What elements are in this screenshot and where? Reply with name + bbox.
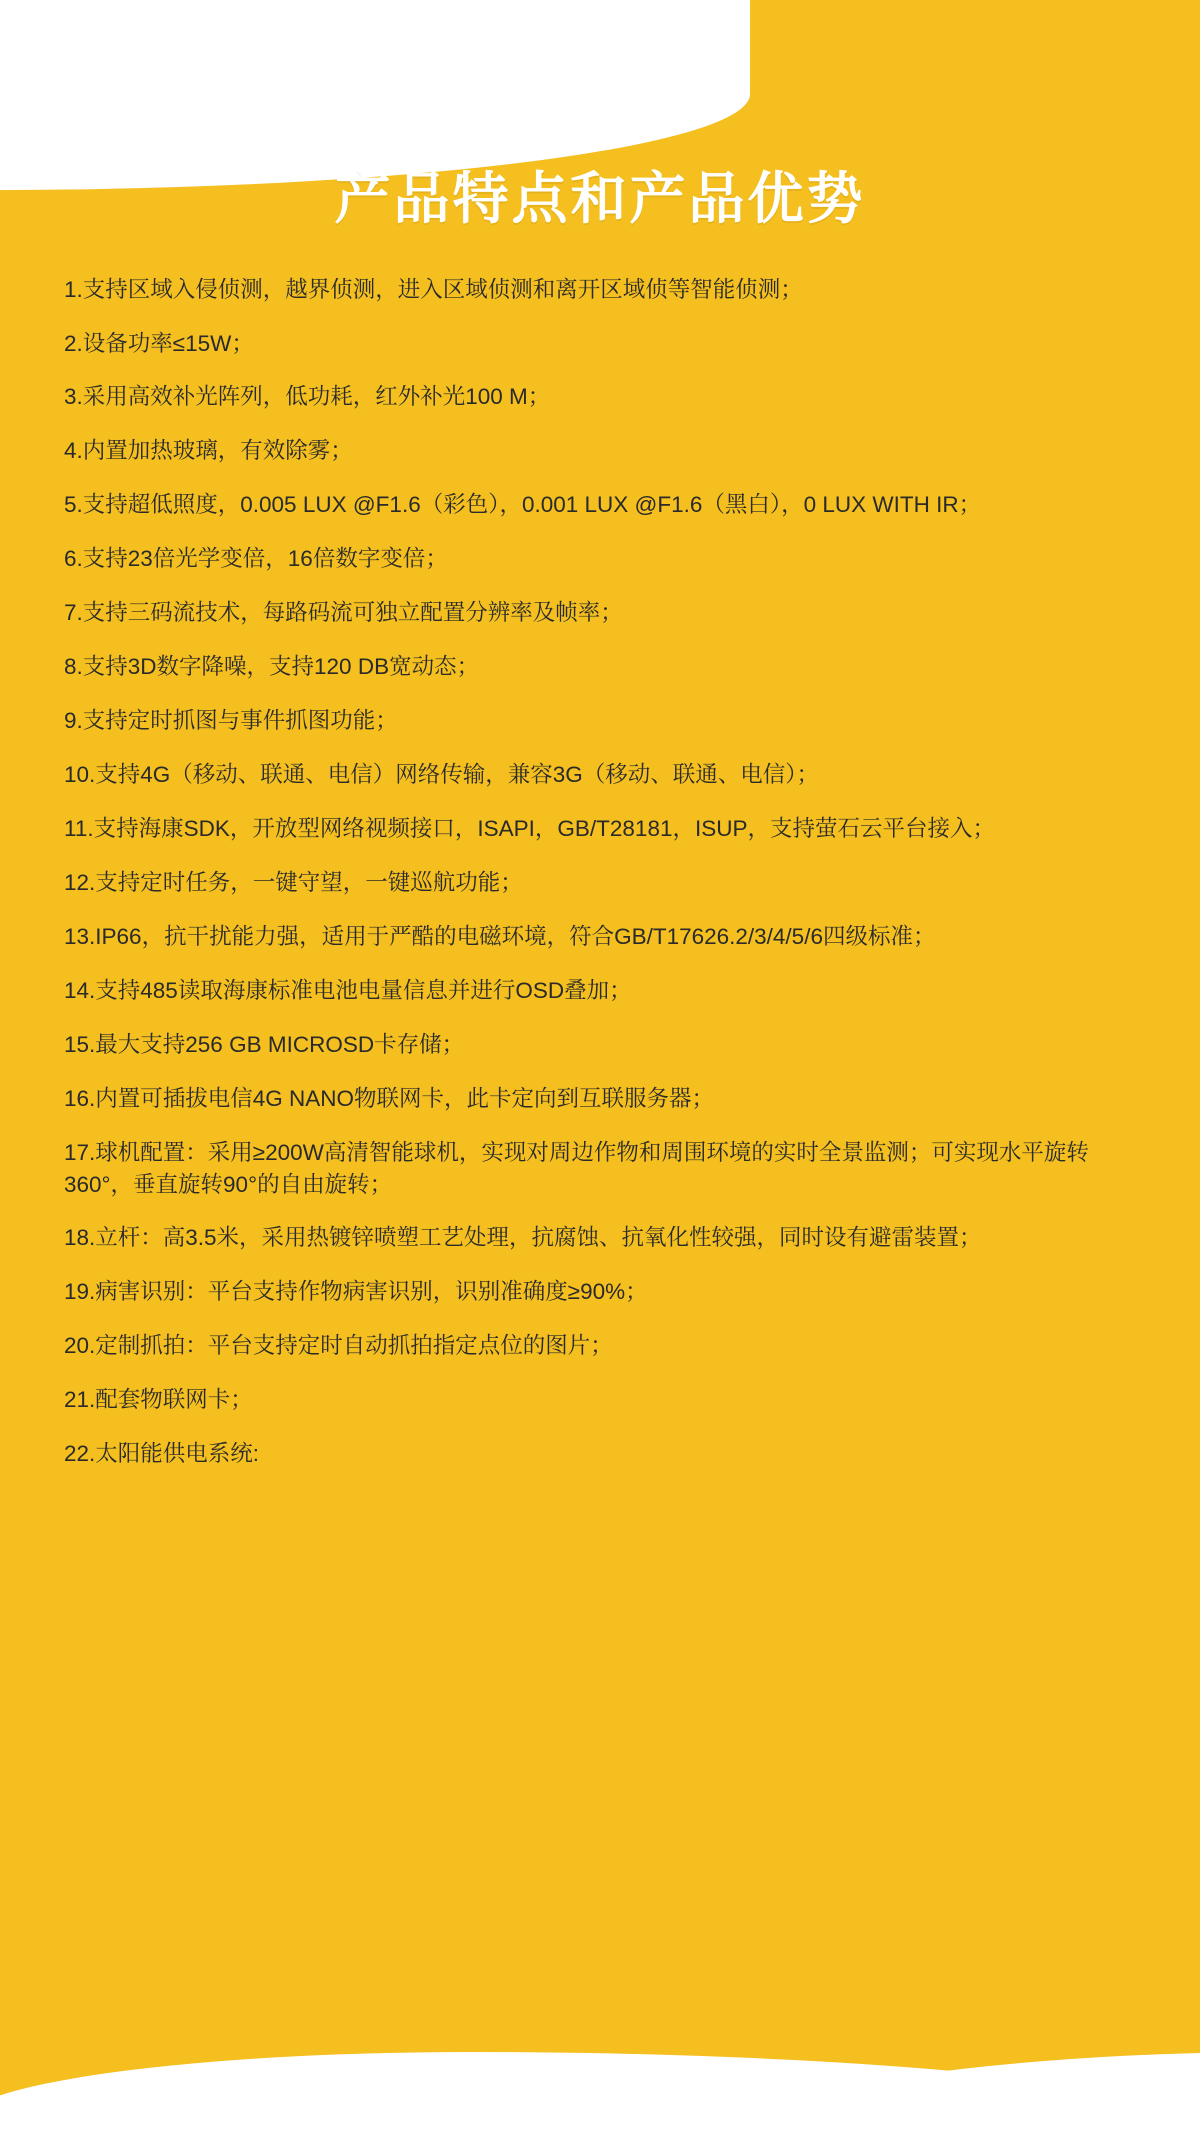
list-item: 15.最大支持256 GB MICROSD卡存储；: [64, 1031, 465, 1057]
list-item: 8.支持3D数字降噪，支持120 DB宽动态；: [64, 654, 480, 680]
list-item: 6.支持23倍光学变倍，16倍数字变倍；: [64, 546, 448, 572]
list-item: 13.IP66，抗干扰能力强，适用于严酷的电磁环境，符合GB/T17626.2/3/4/5/6四级标准；: [64, 923, 936, 949]
list-item: 20.定制抓拍：平台支持定时自动抓拍指定点位的图片；: [64, 1333, 613, 1359]
list-item: 2.设备功率≤15W；: [64, 330, 254, 356]
list-item: 19.病害识别：平台支持作物病害识别，识别准确度≥90%；: [64, 1279, 648, 1305]
list-item: 21.配套物联网卡；: [64, 1387, 253, 1413]
list-item: 11.支持海康SDK，开放型网络视频接口，ISAPI，GB/T28181，ISUP，支持萤石云平台接入；: [64, 815, 995, 841]
list-item: 5.支持超低照度，0.005 LUX @F1.6（彩色），0.001 LUX @F1.6（黑白），0 LUX WITH IR；: [64, 492, 982, 518]
list-item: 22.太阳能供电系统:: [64, 1441, 260, 1467]
feature-list: [64, 274, 1136, 1471]
list-item: 10.支持4G（移动、联通、电信）网络传输，兼容3G（移动、联通、电信）；: [64, 762, 820, 788]
list-item: 17.球机配置：采用≥200W高清智能球机，实现对周边作物和周围环境的实时全景监测；可实现水平旋转360°，垂直旋转90°的自由旋转；: [64, 1139, 1089, 1197]
list-item: 7.支持三码流技术，每路码流可独立配置分辨率及帧率；: [64, 600, 623, 626]
list-item: 1.支持区域入侵侦测，越界侦测，进入区域侦测和离开区域侦等智能侦测；: [64, 276, 803, 302]
list-item: 9.支持定时抓图与事件抓图功能；: [64, 708, 398, 734]
list-item: 14.支持485读取海康标准电池电量信息并进行OSD叠加；: [64, 977, 632, 1003]
page-title: 产品特点和产品优势: [334, 167, 866, 230]
list-item: 18.立杆：高3.5米，采用热镀锌喷塑工艺处理，抗腐蚀、抗氧化性较强，同时设有避雷装置；: [64, 1225, 982, 1251]
list-item: 4.内置加热玻璃，有效除雾；: [64, 438, 353, 464]
list-item: 3.采用高效补光阵列，低功耗，红外补光100 M；: [64, 384, 551, 410]
list-item: 16.内置可插拔电信4G NANO物联网卡，此卡定向到互联服务器；: [64, 1085, 715, 1111]
list-item: 12.支持定时任务，一键守望，一键巡航功能；: [64, 869, 523, 895]
